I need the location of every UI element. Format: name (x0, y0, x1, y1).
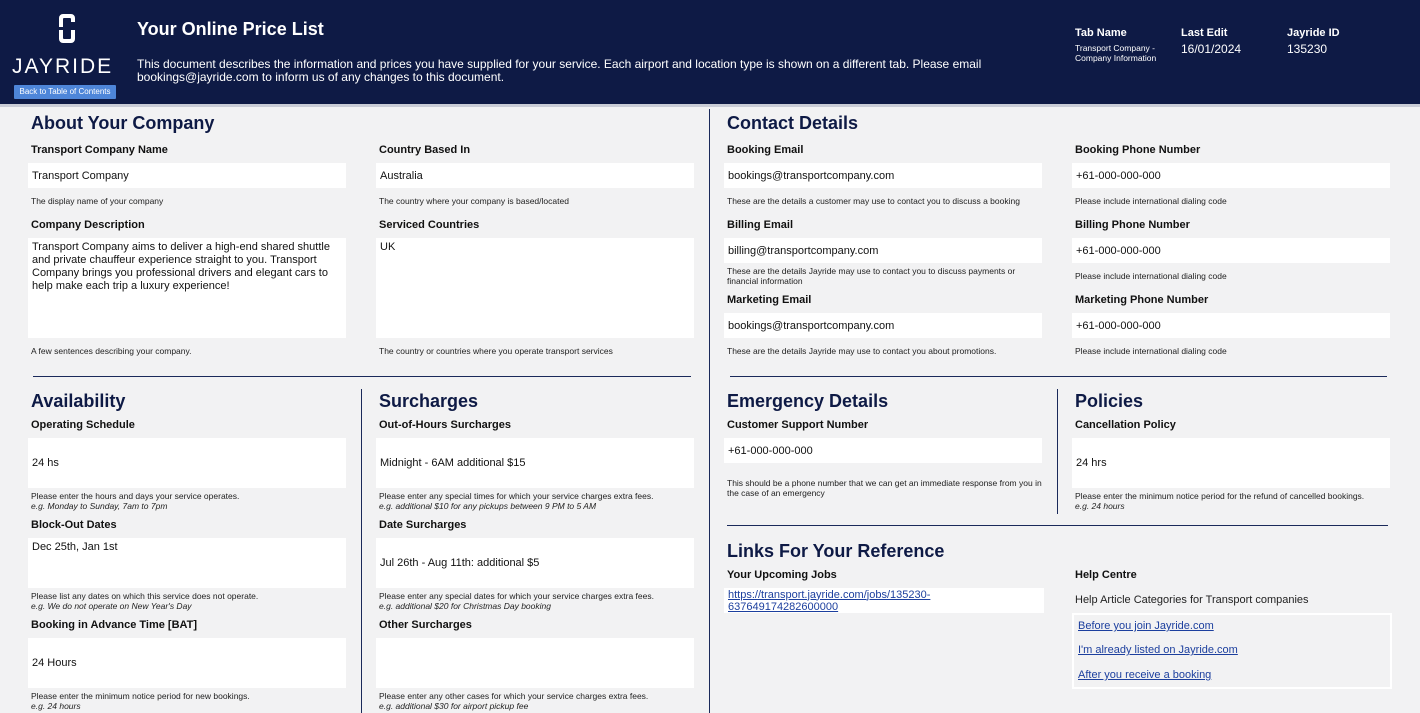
country-label: Country Based In (379, 144, 471, 156)
last-edit-value: 16/01/2024 (1181, 42, 1242, 56)
customer-support-label: Customer Support Number (727, 419, 869, 431)
cancellation-policy-field[interactable]: 24 hrs (1072, 438, 1390, 488)
help-link-after-booking[interactable]: After you receive a booking (1078, 669, 1212, 681)
marketing-email-help: These are the details Jayride may use to contact you about promotions. (727, 346, 997, 356)
links-divider (727, 525, 1388, 526)
bat-field[interactable]: 24 Hours (28, 638, 346, 688)
main-column-divider (709, 109, 710, 713)
booking-phone-help: Please include international dialing code (1075, 196, 1227, 206)
billing-email-field[interactable]: billing@transportcompany.com (724, 238, 1042, 263)
date-surcharges-label: Date Surcharges (379, 519, 467, 531)
about-section-title: About Your Company (31, 113, 215, 133)
bat-help-text: Please enter the minimum notice period for new bookings. (31, 691, 250, 701)
back-to-toc-button[interactable]: Back to Table of Contents (14, 85, 116, 99)
company-name-help: The display name of your company (31, 196, 164, 206)
billing-email-label: Billing Email (727, 219, 794, 231)
operating-schedule-field[interactable]: 24 hs (28, 438, 346, 488)
operating-schedule-example: e.g. Monday to Sunday, 7am to 7pm (31, 501, 168, 511)
help-link-before-join[interactable]: Before you join Jayride.com (1078, 620, 1214, 632)
date-surcharges-field[interactable]: Jul 26th - Aug 11th: additional $5 (376, 538, 694, 588)
blockout-dates-field[interactable]: Dec 25th, Jan 1st (28, 538, 346, 588)
tab-name-meta (1075, 27, 1167, 63)
company-description-label: Company Description (31, 219, 145, 231)
page-description: This document describes the information and prices you have supplied for your service. Each airport and location type is shown on a different tab. Please email bookings@jayride.com to inform us of any changes to this document. (137, 57, 982, 84)
company-name-label: Transport Company Name (31, 144, 168, 156)
billing-phone-label: Billing Phone Number (1075, 219, 1190, 231)
booking-phone-field[interactable]: +61-000-000-000 (1072, 163, 1390, 188)
operating-schedule-label: Operating Schedule (31, 419, 135, 431)
ooh-surcharges-label: Out-of-Hours Surcharges (379, 419, 512, 431)
booking-email-help: These are the details a customer may use to contact you to discuss a booking (727, 196, 1020, 206)
ooh-surcharges-help (379, 491, 654, 511)
company-description-field[interactable]: Transport Company aims to deliver a high-end shared shuttle and private chauffeur experience straight to you. Transport Company brings you professional drivers and elegant cars to help make each trip a luxury experience! (28, 238, 346, 338)
billing-email-help: These are the details Jayride may use to contact you to discuss payments or financial information (727, 266, 1016, 286)
jayride-id-meta (1287, 27, 1340, 56)
operating-schedule-help-text: Please enter the hours and days your service operates. (31, 491, 240, 501)
customer-support-help: This should be a phone number that we can get an immediate response from you in the case of an emergency (727, 478, 1042, 498)
right-section-divider (730, 376, 1387, 377)
availability-surcharges-divider (361, 389, 362, 713)
ooh-surcharges-help-text: Please enter any special times for which your service charges extra fees. (379, 491, 654, 501)
left-section-divider (33, 376, 691, 377)
marketing-phone-field[interactable]: +61-000-000-000 (1072, 313, 1390, 338)
date-surcharges-example: e.g. additional $20 for Christmas Day booking (379, 601, 551, 611)
marketing-phone-label: Marketing Phone Number (1075, 294, 1209, 306)
booking-email-label: Booking Email (727, 144, 804, 156)
serviced-countries-field[interactable]: UK (376, 238, 694, 338)
serviced-countries-label: Serviced Countries (379, 219, 480, 231)
upcoming-jobs-field (724, 588, 1044, 613)
other-surcharges-help (379, 691, 648, 711)
page-title: Your Online Price List (137, 19, 324, 39)
header-divider (0, 104, 1420, 107)
emergency-policies-divider (1057, 389, 1058, 514)
bat-label: Booking in Advance Time [BAT] (31, 619, 198, 631)
upcoming-jobs-label: Your Upcoming Jobs (727, 569, 837, 581)
tab-name-value: Transport Company - Company Information (1075, 43, 1157, 63)
last-edit-meta (1181, 27, 1241, 56)
blockout-dates-help (31, 591, 258, 611)
emergency-section-title: Emergency Details (727, 391, 889, 411)
other-surcharges-help-text: Please enter any other cases for which your service charges extra fees. (379, 691, 649, 701)
policies-section-title: Policies (1075, 391, 1144, 411)
operating-schedule-help (31, 491, 239, 511)
marketing-phone-help: Please include international dialing code (1075, 346, 1227, 356)
serviced-countries-help: The country or countries where you operate transport services (379, 346, 613, 356)
cancellation-policy-example: e.g. 24 hours (1075, 501, 1125, 511)
blockout-dates-label: Block-Out Dates (31, 519, 117, 531)
other-surcharges-example: e.g. additional $30 for airport pickup fee (379, 701, 529, 711)
other-surcharges-field[interactable] (376, 638, 694, 688)
company-description-help: A few sentences describing your company. (31, 346, 192, 356)
country-help: The country where your company is based/located (379, 196, 569, 206)
marketing-email-field[interactable]: bookings@transportcompany.com (724, 313, 1042, 338)
links-section-title: Links For Your Reference (727, 541, 945, 561)
marketing-email-label: Marketing Email (727, 294, 812, 306)
cancellation-policy-help-text: Please enter the minimum notice period for the refund of cancelled bookings. (1075, 491, 1365, 501)
jayride-logo-icon (57, 12, 77, 46)
logo-text: JAYRIDE (12, 55, 114, 78)
page-header (0, 0, 1420, 104)
help-links-box (1072, 613, 1392, 689)
tab-name-label: Tab Name (1075, 27, 1127, 39)
ooh-surcharges-example: e.g. additional $10 for any pickups between 9 PM to 5 AM (379, 501, 597, 511)
ooh-surcharges-field[interactable]: Midnight - 6AM additional $15 (376, 438, 694, 488)
contact-section-title: Contact Details (727, 113, 859, 133)
date-surcharges-help (379, 591, 654, 611)
cancellation-policy-label: Cancellation Policy (1075, 419, 1176, 431)
help-centre-label: Help Centre (1075, 569, 1137, 581)
date-surcharges-help-text: Please enter any special dates for which your service charges extra fees. (379, 591, 654, 601)
blockout-dates-example: e.g. We do not operate on New Year's Day (31, 601, 192, 611)
booking-email-field[interactable]: bookings@transportcompany.com (724, 163, 1042, 188)
availability-section-title: Availability (31, 391, 126, 411)
other-surcharges-label: Other Surcharges (379, 619, 472, 631)
blockout-dates-help-text: Please list any dates on which this service does not operate. (31, 591, 259, 601)
bat-help (31, 691, 250, 711)
cancellation-policy-help (1075, 491, 1364, 511)
last-edit-label: Last Edit (1181, 27, 1228, 39)
jayride-id-label: Jayride ID (1287, 27, 1340, 39)
help-link-already-listed[interactable]: I'm already listed on Jayride.com (1078, 644, 1238, 656)
company-name-field[interactable]: Transport Company (28, 163, 346, 188)
country-field[interactable]: Australia (376, 163, 694, 188)
help-centre-subtitle: Help Article Categories for Transport companies (1075, 594, 1309, 606)
billing-phone-help: Please include international dialing code (1075, 271, 1227, 281)
upcoming-jobs-link[interactable]: https://transport.jayride.com/jobs/135230-637649174282600000 (728, 588, 931, 613)
booking-phone-label: Booking Phone Number (1075, 144, 1201, 156)
bat-example: e.g. 24 hours (31, 701, 81, 711)
surcharges-section-title: Surcharges (379, 391, 479, 411)
customer-support-field[interactable]: +61-000-000-000 (724, 438, 1042, 463)
jayride-id-value: 135230 (1287, 42, 1328, 56)
billing-phone-field[interactable]: +61-000-000-000 (1072, 238, 1390, 263)
